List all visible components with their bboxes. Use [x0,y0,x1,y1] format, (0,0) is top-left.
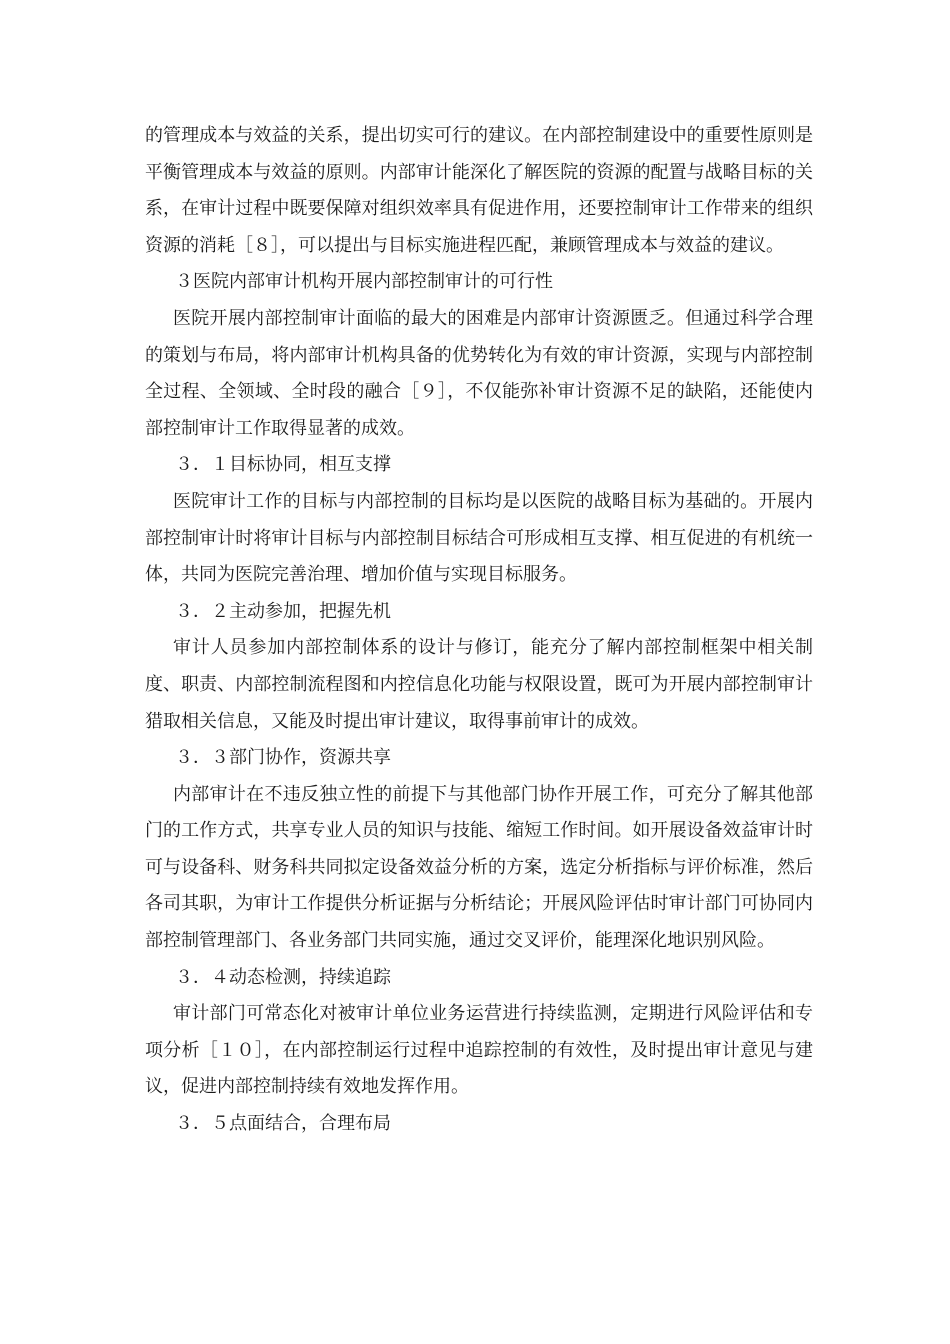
section-heading-3-2: ３．２主动参加，把握先机 [175,600,391,622]
section-heading-3-5: ３．５点面结合，合理布局 [175,1113,391,1135]
document-body [145,118,813,1143]
section-heading-3-1: ３．１目标协同，相互支撑 [175,454,391,476]
paragraph: 审计部门可常态化对被审计单位业务运营进行持续监测，定期进行风险评估和专项分析［１０］，在内部控制运行过程中追踪控制的有效性，及时提出审计意见与建议，促进内部控制持续有效地发挥作用。 [145,1003,813,1098]
paragraph: 内部审计在不违反独立性的前提下与其他部门协作开展工作，可充分了解其他部门的工作方式，共享专业人员的知识与技能、缩短工作时间。如开展设备效益审计时可与设备科、财务科共同拟定设备效益分析的方案，选定分析指标与评价标准，然后各司其职，为审计工作提供分析证据与分析结论；开展风险评估时审计部门可协同内部控制管理部门、各业务部门共同实施，通过交叉评价，能理深化地识别风险。 [145,783,813,952]
section-heading-3: ３医院内部审计机构开展内部控制审计的可行性 [175,271,553,293]
paragraph-continuation: 的管理成本与效益的关系，提出切实可行的建议。在内部控制建设中的重要性原则是平衡管理成本与效益的原则。内部审计能深化了解医院的资源的配置与战略目标的关系，在审计过程中既要保障对组织效率具有促进作用，还要控制审计工作带来的组织资源的消耗［８］，可以提出与目标实施进程匹配，兼顾管理成本与效益的建议。 [145,125,813,256]
section-heading-3-4: ３．４动态检测，持续追踪 [175,966,391,988]
section-heading-3-3: ３．３部门协作，资源共享 [175,747,391,769]
paragraph: 医院开展内部控制审计面临的最大的困难是内部审计资源匮乏。但通过科学合理的策划与布局，将内部审计机构具备的优势转化为有效的审计资源，实现与内部控制全过程、全领域、全时段的融合［９］，不仅能弥补审计资源不足的缺陷，还能使内部控制审计工作取得显著的成效。 [145,307,813,439]
paragraph: 审计人员参加内部控制体系的设计与修订，能充分了解内部控制框架中相关制度、职责、内部控制流程图和内控信息化功能与权限设置，既可为开展内部控制审计猎取相关信息，又能及时提出审计建议，取得事前审计的成效。 [145,637,813,732]
paragraph: 医院审计工作的目标与内部控制的目标均是以医院的战略目标为基础的。开展内部控制审计时将审计目标与内部控制目标结合可形成相互支撑、相互促进的有机统一体，共同为医院完善治理、增加价值与实现目标服务。 [145,490,813,586]
